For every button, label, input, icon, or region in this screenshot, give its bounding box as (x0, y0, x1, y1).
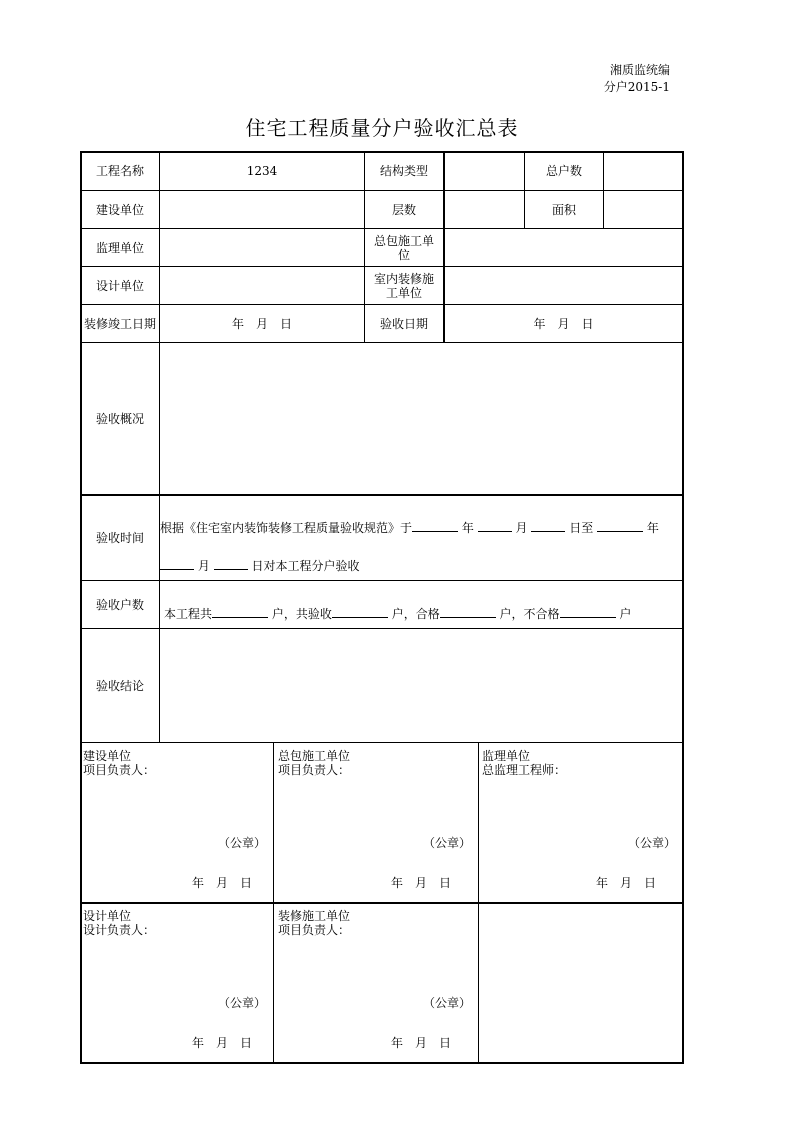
block4-title: 设计单位 (83, 909, 132, 923)
total-households-blank[interactable] (212, 605, 268, 618)
form-code-line1: 湘质监统编 (609, 63, 670, 77)
time-day-to-label: 日至 (569, 521, 594, 535)
design-unit-value[interactable] (160, 267, 364, 304)
households-text-a: 本工程共 (164, 607, 213, 621)
time-statement-line1 (160, 519, 682, 535)
time-year2-label: 年 (646, 521, 659, 535)
project-name-label: 工程名称 (95, 164, 144, 178)
structure-type-value[interactable] (445, 152, 524, 190)
start-day-blank[interactable] (531, 519, 565, 532)
block5-date: 年 月 日 (391, 1036, 452, 1050)
project-name-value[interactable]: 1234 (246, 164, 278, 178)
end-year-blank[interactable] (597, 519, 643, 532)
block4-person: 设计负责人： (83, 923, 156, 937)
completion-date-value[interactable]: 年 月 日 (231, 316, 292, 331)
block5-person: 项目负责人： (278, 923, 351, 937)
time-month-label: 月 (515, 521, 528, 535)
block3-person: 总监理工程师： (482, 763, 567, 777)
end-month-blank[interactable] (160, 557, 194, 570)
total-households-value[interactable] (604, 152, 682, 190)
unqualified-households-blank[interactable] (560, 605, 616, 618)
block1-seal: （公章） (218, 836, 267, 850)
construction-unit-value[interactable] (160, 191, 364, 228)
time-statement-line2 (160, 557, 682, 573)
general-contractor-value[interactable] (445, 229, 682, 266)
interior-decoration-unit-value[interactable] (445, 267, 682, 304)
area-value[interactable] (604, 191, 682, 228)
time-month2-label: 月 (197, 559, 210, 573)
supervision-unit-label: 监理单位 (95, 240, 144, 255)
area-label: 面积 (551, 202, 576, 217)
form-code-line2: 分户2015-1 (603, 80, 670, 94)
time-text-b: 日对本工程分户验收 (251, 559, 360, 573)
end-day-blank[interactable] (214, 557, 248, 570)
block1-person: 项目负责人： (83, 763, 156, 777)
interior-decoration-unit-label: 室内装修施工单位 (374, 271, 435, 300)
inspected-households-blank[interactable] (332, 605, 388, 618)
block5-seal: （公章） (423, 996, 472, 1010)
block3-seal: （公章） (628, 836, 677, 850)
design-unit-label: 设计单位 (95, 278, 144, 293)
households-text-c: 户，合格 (391, 607, 440, 621)
households-text-b: 户，共验收 (271, 607, 332, 621)
total-households-label: 总户数 (545, 164, 582, 178)
time-label: 验收时间 (95, 531, 144, 545)
supervision-unit-value[interactable] (160, 229, 364, 266)
block2-date: 年 月 日 (391, 876, 452, 890)
block2-person: 项目负责人： (278, 763, 351, 777)
block4-seal: （公章） (218, 996, 267, 1010)
completion-date-label: 装修竣工日期 (84, 316, 157, 331)
block4-date: 年 月 日 (192, 1036, 253, 1050)
households-statement (164, 605, 682, 621)
conclusion-label: 验收结论 (95, 678, 144, 693)
block5-title: 装修施工单位 (278, 909, 351, 923)
households-text-e: 户 (619, 607, 632, 621)
households-text-d: 户，不合格 (499, 607, 560, 621)
overview-label: 验收概况 (95, 411, 144, 426)
general-contractor-label: 总包施工单位 (373, 233, 434, 262)
time-year-label: 年 (461, 521, 474, 535)
households-label: 验收户数 (95, 597, 144, 612)
block1-title: 建设单位 (83, 749, 132, 763)
block1-date: 年 月 日 (192, 876, 253, 890)
block2-seal: （公章） (423, 836, 472, 850)
floors-label: 层数 (391, 202, 416, 217)
acceptance-date-label: 验收日期 (379, 316, 428, 331)
block3-title: 监理单位 (482, 749, 531, 763)
block3-date: 年 月 日 (596, 876, 657, 890)
start-year-blank[interactable] (412, 519, 458, 532)
start-month-blank[interactable] (478, 519, 512, 532)
block2-title: 总包施工单位 (278, 749, 351, 763)
acceptance-date-value[interactable]: 年 月 日 (533, 316, 594, 331)
overview-value[interactable] (160, 343, 682, 494)
qualified-households-blank[interactable] (440, 605, 496, 618)
floors-value[interactable] (445, 191, 524, 228)
construction-unit-label: 建设单位 (95, 202, 144, 217)
time-text-a: 根据《住宅室内装饰装修工程质量验收规范》于 (160, 521, 413, 535)
signature-block-empty (479, 904, 682, 1062)
conclusion-value[interactable] (160, 629, 682, 742)
page-title: 住宅工程质量分户验收汇总表 (245, 116, 519, 140)
structure-type-label: 结构类型 (379, 164, 428, 178)
